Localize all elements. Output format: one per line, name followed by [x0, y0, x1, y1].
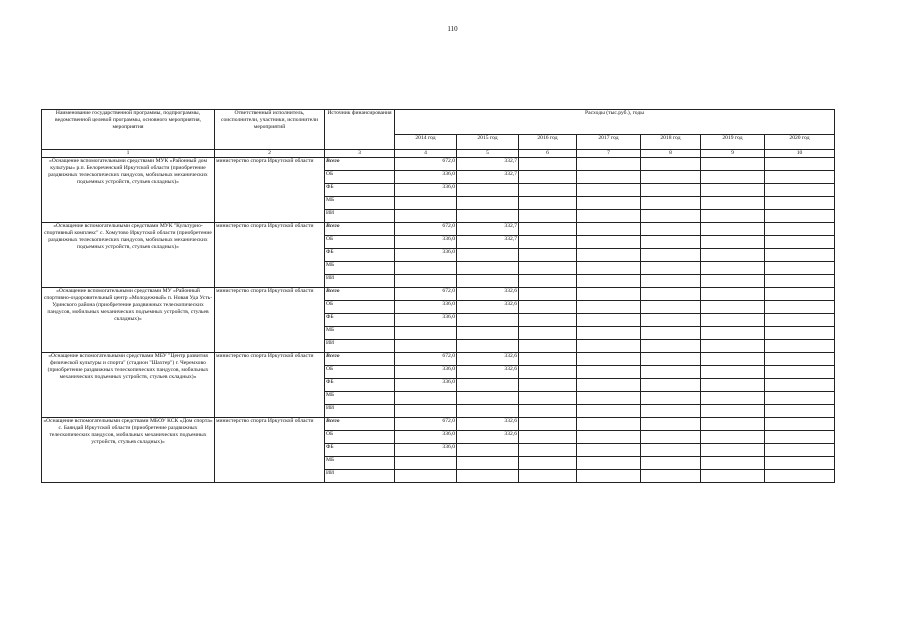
funding-source: ОБ [325, 366, 395, 379]
value-empty [701, 288, 765, 301]
value-empty [701, 314, 765, 327]
column-number: 9 [701, 150, 765, 158]
value-empty [519, 223, 577, 236]
value-empty [577, 366, 641, 379]
value-empty [641, 444, 701, 457]
value-empty [577, 340, 641, 353]
value-empty [765, 262, 835, 275]
value-empty [701, 184, 765, 197]
value-empty [701, 444, 765, 457]
value-empty [701, 405, 765, 418]
column-number: 10 [765, 150, 835, 158]
column-number: 8 [641, 150, 701, 158]
value-empty [765, 379, 835, 392]
value-empty [641, 210, 701, 223]
value-empty [577, 171, 641, 184]
value-2014: 336,0 [395, 379, 457, 392]
value-empty [701, 262, 765, 275]
value-2015 [457, 327, 519, 340]
measure-name: «Оснащение вспомогательными средствами МУ «Районный спортивно-оздоровительный центр «Молодежный» п. Новая Уда Усть-Удинского района (приобретение раздвижных телескопических пандусов, мобильных механических подъемных устройств, стульев складных)» [42, 288, 215, 353]
value-empty [519, 210, 577, 223]
value-2014: 336,0 [395, 314, 457, 327]
value-empty [519, 444, 577, 457]
measure-name: «Оснащение вспомогательными средствами МБОУ КСК «Дом спорта» с. Баяндай Иркутской области (приобретение раздвижных телескопических пандусов, мобильных механических подъемных устройств, стульев складных)» [42, 418, 215, 483]
value-empty [519, 340, 577, 353]
value-empty [701, 158, 765, 171]
value-2015 [457, 457, 519, 470]
funding-source: ФБ [325, 184, 395, 197]
value-empty [765, 470, 835, 483]
value-2014 [395, 197, 457, 210]
value-empty [701, 327, 765, 340]
value-empty [765, 327, 835, 340]
value-empty [765, 366, 835, 379]
value-empty [701, 379, 765, 392]
value-empty [765, 444, 835, 457]
column-number: 7 [577, 150, 641, 158]
value-2015: 332,6 [457, 353, 519, 366]
funding-source: ФБ [325, 379, 395, 392]
value-empty [577, 197, 641, 210]
value-empty [765, 457, 835, 470]
value-2014: 336,0 [395, 236, 457, 249]
header-year: 2014 год [395, 135, 457, 150]
value-empty [641, 418, 701, 431]
value-empty [765, 314, 835, 327]
value-empty [577, 327, 641, 340]
value-2015 [457, 392, 519, 405]
value-empty [765, 340, 835, 353]
value-empty [641, 314, 701, 327]
value-2014: 336,0 [395, 249, 457, 262]
value-2015 [457, 470, 519, 483]
value-2014: 336,0 [395, 301, 457, 314]
column-number: 1 [42, 150, 215, 158]
value-empty [701, 171, 765, 184]
value-empty [577, 418, 641, 431]
value-2014 [395, 327, 457, 340]
value-2014: 336,0 [395, 184, 457, 197]
table-row [42, 288, 835, 301]
funding-source: Всего [325, 223, 395, 236]
responsible-executor: министерство спорта Иркутской области [215, 223, 325, 288]
value-empty [519, 171, 577, 184]
funding-source: Всего [325, 353, 395, 366]
value-2015: 332,6 [457, 366, 519, 379]
value-empty [577, 444, 641, 457]
value-empty [641, 431, 701, 444]
funding-source: Всего [325, 418, 395, 431]
value-empty [765, 392, 835, 405]
header-year: 2020 год [765, 135, 835, 150]
header-year: 2016 год [519, 135, 577, 150]
value-2014: 672,0 [395, 158, 457, 171]
value-empty [519, 262, 577, 275]
value-empty [641, 392, 701, 405]
funding-source: ИИ [325, 275, 395, 288]
value-empty [519, 314, 577, 327]
table-row [42, 223, 835, 236]
header-year: 2017 год [577, 135, 641, 150]
value-empty [641, 197, 701, 210]
value-empty [641, 275, 701, 288]
value-2015 [457, 184, 519, 197]
value-2014: 672,0 [395, 288, 457, 301]
funding-source: ИИ [325, 405, 395, 418]
header-source: Источник финансирования [325, 110, 395, 150]
funding-source: МБ [325, 197, 395, 210]
value-empty [641, 327, 701, 340]
funding-source: ИИ [325, 470, 395, 483]
value-empty [519, 249, 577, 262]
value-empty [701, 301, 765, 314]
value-2015 [457, 249, 519, 262]
funding-source: ОБ [325, 171, 395, 184]
value-empty [577, 457, 641, 470]
header-year: 2018 год [641, 135, 701, 150]
funding-source: ФБ [325, 444, 395, 457]
value-empty [701, 353, 765, 366]
value-empty [701, 431, 765, 444]
value-empty [641, 379, 701, 392]
value-2014 [395, 340, 457, 353]
value-empty [641, 158, 701, 171]
value-empty [519, 327, 577, 340]
funding-source: Всего [325, 288, 395, 301]
value-2014 [395, 262, 457, 275]
value-empty [577, 392, 641, 405]
value-empty [519, 158, 577, 171]
value-2015 [457, 340, 519, 353]
value-2015: 332,6 [457, 431, 519, 444]
value-empty [765, 301, 835, 314]
value-2014 [395, 210, 457, 223]
value-empty [519, 392, 577, 405]
value-empty [519, 431, 577, 444]
value-empty [765, 158, 835, 171]
value-empty [519, 184, 577, 197]
value-empty [577, 223, 641, 236]
value-empty [641, 288, 701, 301]
value-empty [765, 418, 835, 431]
measure-name: «Оснащение вспомогательными средствами МБУ "Центр развития физической культуры и спорта" (стадион "Шахтер") г. Черемхово (приобретение раздвижных телескопических пандусов, мобильных механических подъемных устройств, стульев складных)» [42, 353, 215, 418]
value-empty [641, 301, 701, 314]
value-2015 [457, 405, 519, 418]
value-empty [701, 210, 765, 223]
value-2015: 332,6 [457, 288, 519, 301]
funding-source: ОБ [325, 236, 395, 249]
value-empty [641, 457, 701, 470]
measure-name: «Оснащение вспомогательными средствами МУК "Культурно-спортивный комплекс" с. Хомутово Иркутской области (приобретение раздвижных телескопических пандусов, мобильных механических подъемных устройств, стульев складных)» [42, 223, 215, 288]
expenses-table [41, 109, 835, 483]
value-empty [765, 431, 835, 444]
value-empty [577, 158, 641, 171]
table-row [42, 158, 835, 171]
value-empty [765, 223, 835, 236]
value-empty [641, 223, 701, 236]
header-year: 2019 год [701, 135, 765, 150]
value-2015 [457, 197, 519, 210]
value-empty [765, 184, 835, 197]
value-empty [765, 353, 835, 366]
funding-source: ФБ [325, 314, 395, 327]
value-2014: 672,0 [395, 223, 457, 236]
value-empty [577, 262, 641, 275]
value-empty [765, 197, 835, 210]
value-2014: 336,0 [395, 171, 457, 184]
value-empty [577, 184, 641, 197]
value-empty [519, 418, 577, 431]
value-2014 [395, 275, 457, 288]
value-empty [641, 366, 701, 379]
funding-source: ОБ [325, 431, 395, 444]
value-2015 [457, 314, 519, 327]
value-empty [641, 340, 701, 353]
column-number: 5 [457, 150, 519, 158]
value-empty [765, 288, 835, 301]
value-empty [641, 470, 701, 483]
value-2015 [457, 444, 519, 457]
header-name: Наименование государственной программы, подпрограммы, ведомственной целевой программы, основного мероприятия, мероприятия [42, 110, 215, 150]
value-empty [641, 405, 701, 418]
value-2015: 332,6 [457, 418, 519, 431]
value-2015: 332,7 [457, 223, 519, 236]
header-year: 2015 год [457, 135, 519, 150]
column-number: 3 [325, 150, 395, 158]
value-empty [701, 236, 765, 249]
funding-source: МБ [325, 392, 395, 405]
value-empty [701, 275, 765, 288]
responsible-executor: министерство спорта Иркутской области [215, 418, 325, 483]
funding-source: ИИ [325, 340, 395, 353]
column-number: 4 [395, 150, 457, 158]
value-empty [519, 379, 577, 392]
funding-source: МБ [325, 262, 395, 275]
value-empty [701, 366, 765, 379]
column-number: 6 [519, 150, 577, 158]
column-number: 2 [215, 150, 325, 158]
value-empty [519, 288, 577, 301]
value-empty [701, 418, 765, 431]
value-2015: 332,7 [457, 171, 519, 184]
page-number: 110 [447, 25, 458, 33]
value-2015 [457, 379, 519, 392]
value-empty [765, 405, 835, 418]
value-2015: 332,7 [457, 236, 519, 249]
table-row [42, 418, 835, 431]
value-empty [577, 249, 641, 262]
value-2014 [395, 470, 457, 483]
value-empty [641, 353, 701, 366]
value-empty [519, 301, 577, 314]
value-empty [641, 171, 701, 184]
value-empty [577, 314, 641, 327]
value-empty [519, 197, 577, 210]
value-2014 [395, 405, 457, 418]
value-empty [701, 197, 765, 210]
value-empty [577, 275, 641, 288]
value-empty [701, 392, 765, 405]
value-empty [641, 262, 701, 275]
value-2015 [457, 275, 519, 288]
value-empty [641, 249, 701, 262]
value-empty [577, 288, 641, 301]
responsible-executor: министерство спорта Иркутской области [215, 158, 325, 223]
value-empty [519, 275, 577, 288]
value-2014: 336,0 [395, 444, 457, 457]
responsible-executor: министерство спорта Иркутской области [215, 288, 325, 353]
value-2014: 672,0 [395, 418, 457, 431]
value-empty [641, 236, 701, 249]
value-empty [577, 405, 641, 418]
table-row [42, 353, 835, 366]
value-empty [701, 340, 765, 353]
value-2014: 336,0 [395, 366, 457, 379]
value-empty [519, 366, 577, 379]
value-empty [641, 184, 701, 197]
funding-source: ФБ [325, 249, 395, 262]
funding-source: Всего [325, 158, 395, 171]
value-2014: 672,0 [395, 353, 457, 366]
value-empty [577, 301, 641, 314]
value-empty [519, 353, 577, 366]
measure-name: «Оснащение вспомогательными средствами МУК «Районный дом культуры» р.п. Белореченский Иркутской области (приобретение раздвижных телескопических пандусов, мобильных механических подъемных устройств, стульев складных)» [42, 158, 215, 223]
value-2015 [457, 210, 519, 223]
value-empty [577, 210, 641, 223]
value-empty [519, 405, 577, 418]
value-empty [701, 223, 765, 236]
value-empty [577, 379, 641, 392]
funding-source: МБ [325, 327, 395, 340]
value-2014 [395, 392, 457, 405]
value-empty [765, 275, 835, 288]
responsible-executor: министерство спорта Иркутской области [215, 353, 325, 418]
value-2015: 332,6 [457, 301, 519, 314]
funding-source: ОБ [325, 301, 395, 314]
value-empty [765, 236, 835, 249]
value-2014: 336,0 [395, 431, 457, 444]
value-2015: 332,7 [457, 158, 519, 171]
value-empty [765, 171, 835, 184]
value-empty [519, 236, 577, 249]
value-2015 [457, 262, 519, 275]
value-empty [577, 431, 641, 444]
value-empty [765, 210, 835, 223]
funding-source: МБ [325, 457, 395, 470]
value-empty [701, 249, 765, 262]
value-empty [701, 457, 765, 470]
value-empty [765, 249, 835, 262]
value-empty [701, 470, 765, 483]
funding-source: ИИ [325, 210, 395, 223]
value-empty [519, 457, 577, 470]
value-empty [519, 470, 577, 483]
header-expenses: Расходы (тыс.руб.), годы [395, 110, 835, 135]
header-responsible: Ответственный исполнитель, соисполнители, участники, исполнители мероприятий [215, 110, 325, 150]
value-empty [577, 470, 641, 483]
value-2014 [395, 457, 457, 470]
value-empty [577, 236, 641, 249]
value-empty [577, 353, 641, 366]
